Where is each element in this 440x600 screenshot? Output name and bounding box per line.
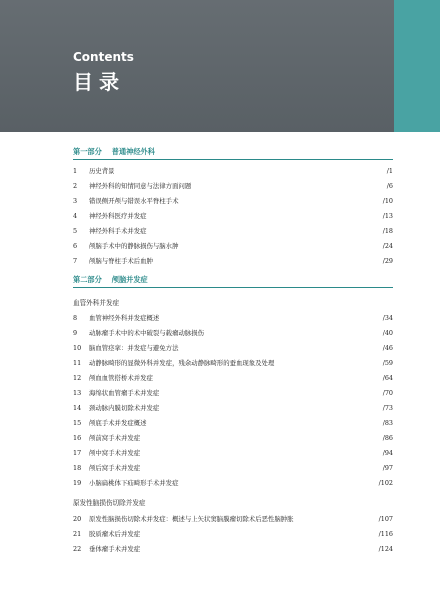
toc-entry[interactable] [73,256,393,266]
entry-page: /29 [382,257,393,265]
entry-number: 19 [73,479,82,487]
entry-page: /94 [382,449,393,457]
entry-number: 17 [73,449,82,457]
entry-page: /86 [382,434,393,442]
entry-number: 21 [73,530,82,538]
part-title: 普通神经外科 [111,147,155,156]
entry-number: 18 [73,464,82,472]
part-label: 第二部分 [73,275,102,284]
entry-page: /13 [382,212,393,220]
toc-entry[interactable] [73,181,393,191]
entry-title: 颅底手术并发症概述 [89,419,147,427]
section-heading: 血管外科并发症 [73,299,120,307]
entry-number: 5 [73,227,78,235]
entry-title: 原发性脑损伤切除术并发症：概述与上矢状窦脑膜瘤切除术后恶性脑肿胀 [89,515,294,523]
entry-page: /1 [386,167,393,175]
entry-title: 颅脑与脊柱手术后血肿 [89,257,153,265]
entry-title: 错误侧开颅与错误水平脊柱手术 [89,197,179,205]
entry-number: 22 [73,545,82,553]
entry-page: /107 [378,515,393,523]
entry-title: 垂体瘤手术并发症 [89,545,141,553]
entry-page: /70 [382,389,393,397]
entry-title: 血管神经外科并发症概述 [89,314,160,322]
entry-number: 13 [73,389,82,397]
entry-page: /116 [378,530,393,538]
entry-number: 10 [73,344,82,352]
entry-page: /102 [378,479,393,487]
toc-entry[interactable] [73,373,393,383]
toc-entry[interactable] [73,478,393,488]
contents-title-cn: 目录 [73,70,125,94]
toc-entry[interactable] [73,418,393,428]
entry-page: /34 [382,314,393,322]
part-heading [73,147,393,160]
entry-title: 脑血管痉挛：并发症与避免方法 [89,344,179,352]
entry-page: /73 [382,404,393,412]
part-title: 颅脑并发症 [111,275,148,284]
entry-title: 动脉瘤手术中的术中破裂与载瘤动脉损伤 [89,329,205,337]
toc-entry[interactable] [73,544,393,554]
toc-entry[interactable] [73,463,393,473]
entry-number: 2 [73,182,78,190]
toc-entry[interactable] [73,226,393,236]
entry-number: 11 [73,359,82,367]
entry-number: 7 [73,257,78,265]
toc-entry[interactable] [73,529,393,539]
entry-number: 16 [73,434,82,442]
entry-page: /18 [382,227,393,235]
toc-entry[interactable] [73,388,393,398]
entry-page: /24 [382,242,393,250]
entry-page: /10 [382,197,393,205]
entry-title: 神经外科手术并发症 [89,227,147,235]
entry-page: /59 [382,359,393,367]
entry-page: /64 [382,374,393,382]
entry-title: 小脑扁桃体下疝畸形手术并发症 [89,479,179,487]
toc-entry[interactable] [73,358,393,368]
entry-number: 14 [73,404,82,412]
entry-title: 胶质瘤术后并发症 [89,530,141,538]
toc-entry[interactable] [73,433,393,443]
entry-number: 3 [73,197,78,205]
entry-title: 颈动脉内膜切除术并发症 [89,404,160,412]
contents-title-en: Contents [73,50,134,64]
entry-number: 12 [73,374,82,382]
entry-title: 海绵状血管瘤手术并发症 [89,389,160,397]
entry-title: 神经外科的知情同意与法律方面问题 [89,182,192,190]
entry-page: /97 [382,464,393,472]
entry-page: /124 [378,545,393,553]
entry-number: 15 [73,419,82,427]
entry-number: 1 [73,167,78,175]
toc-entry[interactable] [73,211,393,221]
toc-entry[interactable] [73,403,393,413]
toc-entry[interactable] [73,328,393,338]
entry-title: 颅脑手术中的静脉损伤与脑水肿 [89,242,179,250]
toc-entry[interactable] [73,241,393,251]
entry-page: /46 [382,344,393,352]
entry-title: 颅前窝手术并发症 [89,434,141,442]
part-label: 第一部分 [73,147,102,156]
entry-number: 4 [73,212,78,220]
entry-title: 颅中窝手术并发症 [89,449,141,457]
entry-title: 颅后窝手术并发症 [89,464,141,472]
entry-number: 6 [73,242,78,250]
toc-entry[interactable] [73,196,393,206]
toc-entry[interactable] [73,166,393,176]
entry-title: 颅血血管搭桥术并发症 [89,374,153,382]
entry-page: /40 [382,329,393,337]
entry-title: 神经外科医疗并发症 [89,212,147,220]
entry-number: 20 [73,515,82,523]
toc-entry[interactable] [73,448,393,458]
entry-title: 动静脉畸形的显微外科并发症，残余动静脉畸形的蚕血现象及处理 [89,359,275,367]
toc-entry[interactable] [73,514,393,524]
entry-number: 8 [73,314,78,322]
entry-number: 9 [73,329,78,337]
entry-page: /6 [386,182,393,190]
section-heading: 原发性脑损伤切除并发症 [73,499,146,507]
part-heading [73,275,393,288]
entry-page: /83 [382,419,393,427]
entry-title: 历史背景 [89,167,115,175]
toc-entry[interactable] [73,343,393,353]
toc-entry[interactable] [73,313,393,323]
